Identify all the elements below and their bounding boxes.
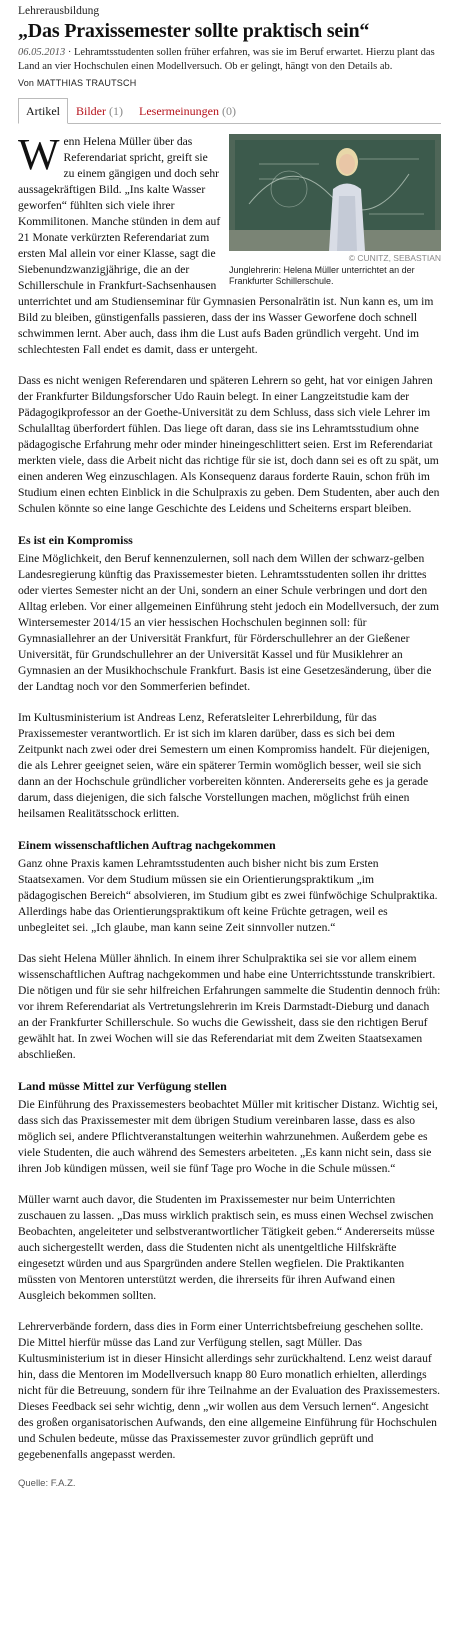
photo-caption: Junglehrerin: Helena Müller unterrichtet an der Frankfurter Schillerschule. — [229, 265, 415, 286]
headline: „Das Praxissemester sollte praktisch sein“ — [18, 20, 370, 42]
dropcap: W — [18, 130, 60, 179]
kicker: Lehrerausbildung — [18, 5, 100, 17]
source-line: Quelle: F.A.Z. — [18, 1478, 76, 1489]
tab-count: (0) — [221, 104, 236, 118]
classroom-image — [229, 134, 441, 251]
tab-count: (1) — [109, 104, 123, 118]
paragraph: Das sieht Helena Müller ähnlich. In einem ihrer Schulpraktika sei sie vor allem einem wissenschaftlichen Auftrag nachgekommen und habe eine Unterrichtsstunde transkribiert. Die nötigen und für sie sehr hilfreichen Erfahrungen sammelte die Studentin dennoch früh: vor ihrem Referendariat als Vertretungslehrerin im Kreis Darmstadt-Dieburg und danach an der Frankfurter Schillerschule. So wuchs die Gewissheit, dass sie den richtigen Beruf gewählt hat. In zwei Wochen will sie das Referendariat mit dem Zweiten Staatsexamen abschließen. — [18, 952, 441, 1061]
paragraph: Im Kultusministerium ist Andreas Lenz, Referatsleiter Lehrerbildung, für das Praxissemester verantwortlich. Er ist sich im klaren darüber, dass es sich bei dem Zeitpunkt nach zwei oder drei Semestern um einen Kompromiss handelt. Für diejenigen, die als Lehrer geeignet seien, wäre ein späterer Termin womöglich besser, weil sie sich dann an der Hochschule gründlicher vorbereiten könnten. Andererseits gehe es ja gerade darum, dass diejenigen, die sich falsche Vorstellungen machen, möglichst früh einen heilsamen Realitätsschock erlitten. — [18, 711, 430, 820]
paragraph: Lehrerverbände fordern, dass dies in Form einer Unterrichtsbefreiung geschehen sollte. Die Mittel hierfür müsse das Land zur Verfügung stellen, sagt Müller. Das Kultusministerium ist in dieser Hinsicht allerdings sehr zurückhaltend. Lenz weist darauf hin, dass die Mentoren im Modellversuch knapp 80 Euro monatlich erhielten, allerdings nicht für die Betreuung, sondern für ihre Teilnahme an der Evaluation des Praxissemesters. Dieses Feedback sei sehr wichtig, denn „wir wollen aus dem Versuch lernen“. Angesicht des großen organisatorischen Aufwands, den eine allgemeine Einführung für Hochschulen und Schulen bedeute, müsse das Praxissemester zuvor gründlich geprüft und gegebenenfalls angepasst werden. — [18, 1320, 441, 1461]
author-line: Von MATTHIAS TRAUTSCH — [18, 78, 137, 88]
paragraph: Müller warnt auch davor, die Studenten im Praxissemester nur beim Unterrichten zuschauen zu lassen. „Das muss wirklich praktisch sein, es muss einen Wechsel zwischen Beobachten, angeleiteter und selbstverantwortlicher Tätigkeit geben.“ Andererseits müsse auch sichergestellt werden, dass die Studenten nicht als unentgeltliche Hilfskräfte eingesetzt würden und aus Spargründen andere Stellen wegfielen. Die Praktikanten müssten von Mentoren unterstützt werden, die ihrerseits für ihren Aufwand einen Ausgleich bekommen sollten. — [18, 1193, 435, 1302]
subheading: Land müsse Mittel zur Verfügung stellen — [18, 1079, 227, 1093]
paragraph: Dass es nicht wenigen Referendaren und späteren Lehrern so geht, hat vor einigen Jahren der Frankfurter Bildungsforscher Udo Rauin belegt. In einer Langzeitstudie kam der Pädagogikprofessor an der Goethe-Universität zu dem Schluss, dass sich viele Lehrer im Schulalltag überfordert fühlen. Das liege oft daran, dass sie ins Lehramtsstudium ohne pädagogische Erfahrung mehr oder minder hineingeschlittert seien. Erst im Referendariat merkten viele, dass die Arbeit nicht das richtige für sie ist, doch dann sei es oft zu spät, um einen anderen Weg einzuschlagen. Als Konsequenz daraus forderte Rauin, schon früh im Studium einen echten Einblick in die Schulpraxis zu geben. Dem Studenten, aber auch den Schulen könnte so eine lange Geschichte des Leidens und Scheiterns erspart bleiben. — [18, 374, 440, 515]
teaser-separator: · — [65, 47, 74, 58]
paragraph: Eine Möglichkeit, den Beruf kennenzulernen, soll nach dem Willen der schwarz-gelben Landesregierung künftig das Praxissemester bieten. Lehramtsstudenten sollen ihr drittes oder viertes Semester nicht an der Uni, sondern an einer Schule verbringen und dort den Alltag erleben. Vor einer allgemeinen Einführung steht jedoch ein Modellversuch, der zum Wintersemester 2014/15 an vier hessischen Hochschulen beginnen soll: für Gymnasiallehrer an der Universität Frankfurt, für Förderschullehrer an der Gießener Universität, für Grundschullehrer an der Universität Kassel und für Musiklehrer an Gymnasien an der Musikhochschule Frankfurt. Basis ist eine Gesetzesänderung, über die der Landtag noch vor den Sommerferien befindet. — [18, 552, 440, 693]
teaser — [18, 46, 441, 73]
publish-date: 06.05.2013 — [18, 47, 66, 58]
teacher-photo[interactable] — [229, 134, 441, 251]
tab-label: Bilder — [76, 104, 106, 118]
tab-label: Lesermeinungen — [139, 104, 219, 118]
article-tabs — [18, 97, 441, 124]
article-figure — [229, 134, 441, 287]
photo-credit: © CUNITZ, SEBASTIAN — [348, 253, 441, 263]
paragraph: Ganz ohne Praxis kamen Lehramtsstudenten auch bisher nicht bis zum Ersten Staatsexamen. Vor dem Studium müssen sie ein Orientierungspraktikum „im pädagogischen Bereich“ absolvieren, im Studium gibt es zwei fünfwöchige Schulpraktika. Allerdings habe das Orientierungspraktikum oft keine Früchte getragen, weil es unbegleitet sei. „Ich glaube, man kann seine Zeit sinnvoller nutzen.“ — [18, 857, 438, 934]
subheading: Einem wissenschaftlichen Auftrag nachgekommen — [18, 838, 276, 852]
paragraph: Die Einführung des Praxissemesters beobachtet Müller mit kritischer Distanz. Wichtig sei, dass sich das Praxissemester mit dem übrigen Studium vereinbaren lasse, dass es also möglich sei, andere Pflichtveranstaltungen weiterhin wahrzunehmen. Außerdem gebe es viele Studenten, die auch während des Semesters arbeiteten. „Es kann nicht sein, dass sie ihren Job kündigen müssen, weil sie fünf Tage pro Woche in die Schule müssen.“ — [18, 1098, 438, 1175]
tab-bilder[interactable] — [68, 98, 131, 123]
tab-label: Artikel — [26, 104, 60, 118]
teaser-text: Lehramtsstudenten sollen früher erfahren, was sie im Beruf erwartet. Hierzu plant das Land an vier Hochschulen einen Modellversuch. Ob er gelingt, hängt von den Details ab. — [18, 47, 435, 72]
article-body — [18, 130, 441, 1463]
tab-lesermeinungen[interactable] — [131, 98, 244, 123]
paragraph-text: enn Helena Müller über das Referendariat spricht, greift sie zu einem gängigen und doch sehr aussagekräftigen Bild. „Ins kalte Wasser geworfen“ fühlten sich viele ihrer Kommilitonen. Manche stünden in dem auf 21 Monate verkürzten Referendariat zum ersten Mal allein vor einer Klasse, sagt die Siebenundzwanzigjährige, die an der Schillerschule in Frankfurt-Sachsenhausen unterrichtet und am Studienseminar für Gymnasien Personalrätin ist. Nun kann es, um im Bild zu bleiben, günstigenfalls passieren, dass der ins Wasser Geworfene doch schnell schwimmen lernt. Aber auch, dass ihm die Lust aufs Baden gründlich vergeht. Und im schlechtesten Fall endet es damit, dass er untergeht. — [18, 135, 434, 356]
tab-artikel[interactable] — [18, 98, 68, 124]
subheading: Es ist ein Kompromiss — [18, 533, 133, 547]
